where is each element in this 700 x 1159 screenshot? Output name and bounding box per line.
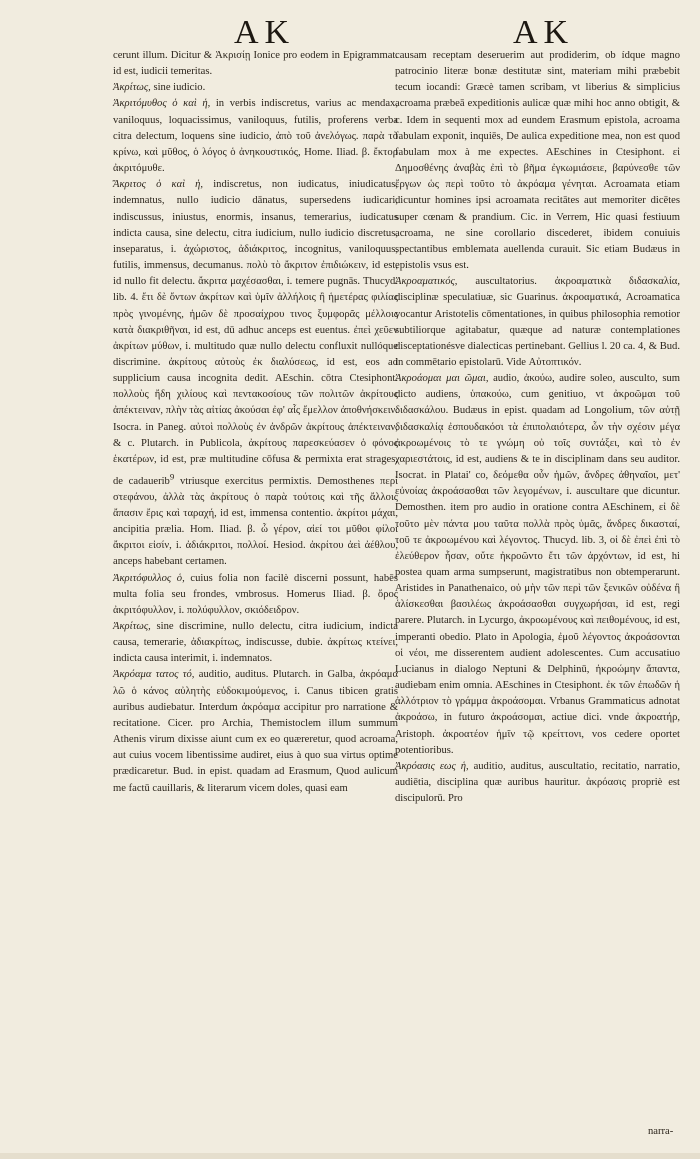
entry-text: audio, ἀκούω, audire soleo, ausculto, sum dicto audiens, ὑπακούω, cum genitiuo, vt ἀκροῶμαι τοῦ διδασκάλου. Budæus in epist. quadam ad Longolium, τῶν αὐτῇ διδασκαλίᾳ ἐσπουδακόσι τὰ ἐπιπολαιότερα, ὧν τὴν σχέσιν μέγα ἀκροωμένοις τὸ τε γνώμη οὐ τοῖς συντάξει, καὶ τὸ ἐν χαριεστάτοις, id est, audiens & te in disciplinam dans seu auditor. Isocrat. in Platai' co, δεόμεθα οὖν ἡμῶν, ἄνδρες ἀθηναῖοι, μετ' εὐνοίας ἀκροάσασθαι τῶν λεγομένων, i. auscultare que dicuntur. Demosthen. item pro audio in oratione contra AEschinem, εἰ δὲ τοῦτο μὲν πάντα μου ταῦτα πολλὰ πρὸς ὑμᾶς, ἄνδρες δικασταί, τοῦ τε ἀκροωμένου καὶ λέγοντος. Thucyd. lib. 3, οἱ δὲ ἐπεὶ ἐπὶ τὸ ἐλεύθερον ἦσαν, οὔτε ἠκροῶντο ἔτι τῶν ἀρχόντων, id est, hi postea quam arma sumpserunt, magistratibus non obtemperarunt. Aristides in Panathenaico, οὐ μὴν τῶν περὶ τῶν ξενικῶν οὐδένα ἢ ἁλίσκεσθαι βασιλέως ἀκροάσασθαι συγχωρήσαι, id est, regi parere. Plutarch. in Lycurgo, ἀκροωμένους καὶ πειθομένους, id est, imperanti obedio. Plato in Apologia, ἐμοῦ λέγοντος ἀκροάσονται οἱ νέοι, me disserentem audient adolescentes. Cum accusatiuo Lucianus in dialogo Neptuni & Delphinū, ἠκροώμην ἅπαντα, audiebam enim omnia. AEschines in Ctesiphont. ἐκ τῶν ἐπωδῶν ἡ ἀλλότριον τὸ γράμμα ἀκροάσομαι. Vrbanus Grammaticus adnotat ἀκροάσω, in futuro ἀκροάσομαι, actiue dici. vnde ἀκροατήρ, Aristoph. ἀκροατέον ἡμῖν τῷ κρείττονι, vos cedere oportet potentioribus. bbox=[395, 373, 680, 756]
dictionary-entry bbox=[113, 96, 398, 177]
dictionary-entry bbox=[113, 80, 398, 96]
entry-text: causam receptam deseruerim aut prodiderim, ob ídque magno patrocinio literæ bonæ destitutæ sint, materiam mihi præbebit tecum iocandi: Græcè tamen scribam, vt liberius & simplicius acroama præbeā expeditionis aulicæ quæ mihi hoc anno obtigit, & c. Idem in sequenti mox ad eundem Erasmum epistola, acroama fabulam exponit, inquiēs, De aulica expeditione mea, non est quod fabulam mox à me expectes. AEschines in Ctesiphont. εἰ Δημοσθένης ἀναβὰς ἐπὶ τὸ βῆμα ἐγκωμιάσειε, βαρύνεσθε τῶν ἔργων ὡς περὶ τοῦτο τὸ ἀκρόαμα γένηται. Acroamata etiam dicuntur homines ipsi acroamata recitātes aut memoriter dicētes super cœnam & prandium. Cic. in Verrem, Hic quasi festiuum acroama, ne sine corollario discederet, ibidem conuiuis spectantibus emblemata auellenda curauit. Sic etiam Budæus in epistolis vsus est. bbox=[395, 50, 680, 272]
entry-lemma: Ἀκρόαμα τατος τό, bbox=[113, 669, 195, 681]
dictionary-entry bbox=[113, 667, 398, 796]
dictionary-entry bbox=[395, 274, 680, 371]
head-left: AK bbox=[234, 14, 296, 51]
entry-lemma: Ἀκροαματικός, bbox=[395, 276, 458, 288]
entry-text: in verbis indiscretus, varius ac mendax, vaniloquus, loquacissimus, vaniloquus, futilis, proferens verba citra delectum, loquens sine iudicio, ἀπὸ τοῦ ἀνελόγως. παρὰ τὸ κρίνω, καὶ μῦθος, ὁ λόγος ὁ ἀνηκουστικός, Home. Iliad. β. ἔκτορ ἀκριτόμυθε. bbox=[113, 98, 399, 175]
head-right: AK bbox=[513, 14, 575, 51]
entry-text: auditio, auditus, auscultatio, recitatio, narratio, audiētia, disciplina quæ auribus hauritur. ἀκρόασις propriè est discipulorū. Pro bbox=[395, 760, 680, 805]
entry-text: auditio, auditus. Plutarch. in Galba, ἀκρόαμα λῶ ὁ κάνος αὐλητὴς εὐδοκιμούμενος, i. Canus tibicen gratis auribus audiebatur. Interdum ἀκρόαμα accipitur pro narratione & recitatione. Cicer. pro Archia, Themistoclem illum summum Athenis virum dixisse aiunt cum ex eo quæreretur, quod acroama, aut cuius vocem libentissime audiret, eius à quo sua virtus optime prædicaretur. Bud. in epist. quadam ad Erasmum, Quod aulicum me factū cauillaris, & literarum vicem doles, quasi eam bbox=[113, 669, 399, 794]
entry-text: cuius folia non facilè discerni possunt, habēs multa folia seu frondes, vmbrosus. Homerus Iliad. β. ὄρος ἀκριτόφυλλον, i. πολύφυλλον, σκιόδειδρον. bbox=[113, 572, 398, 616]
entry-text: auscultatorius. ἀκροαματικὰ διδασκαλία, disciplinæ speculatiuæ, sic Guarinus. ἀκροαματικά, Acroamatica vocantur Aristotelis cōmentationes, in quibus philosophia remotior subtiliorque agitabatur, quæque ad naturæ contemplationes disceptationésve dialecticas pertinebant. Gellius l. 20 ca. 4, & Bud. in commētario epistolarū. Vide Αὐτοπτικόν. bbox=[395, 276, 681, 368]
entry-lemma: Ἀκρίτως, bbox=[113, 621, 151, 632]
dictionary-entry bbox=[395, 371, 680, 759]
entry-lemma: Ἀκρόασις εως ἡ, bbox=[395, 760, 469, 772]
entry-text: indiscretus, non iudicatus, iniudicatus, indemnatus, nullo iudicio dānatus, supersedens iudicari, indiscussus, iniustus, enormis, insanus, temerarius, iudicatus indicta causa, sine delectu, citra iudicium, nullo iudicio discretus, inseparatus, i. ἀχώριστος, ἀδιάκριτος, incognitus, vaniloquus, futilis, immensus, decumanus. πολὺ τὸ ἄκριτον ἐπιδιώκειν, id est, id nullo fit delectu. ἄκριτα μαχέσασθαι, i. temere pugnās. Thucyd. lib. 4. ἔτι δὲ ὄντων ἀκρίτων καὶ ὑμῖν ἀλλήλοις ἢ ἡμετέρας φιλίας πρὸς γινομένης, ἡμῶν δὲ προσαίχρου τινος ξυμφορᾶς μέλλοις κατὰ διακριθῆναι, id est, dū adhuc anceps est euentus. ἐπεὶ χεῦεν ἀκρίτων μύθων, i. multitudo quæ nullo delectu confluxit nullóque discrimine. ἀκρίτους αὐτοὺς ἐκ διαλύσεως, id est, eos ad supplicium causa incognita dedit. AEschin. cōtra Ctesiphont. πολλοὺς ἤδη χιλίους καὶ πεντακοσίους τῶν πολιτῶν ἀκρίτους ἀπέκτειναν, πλὴν τὰς αἰτίας ἀκούσαι ἐφ' αἷς ἔμελλον ἀποθνήσκειν. Isocra. in Paneg. αὐτοὶ πολλοὺς ἐν ἀνδρῶν ἀκρίτους ἀπέκτειναν, & c. Plutarch. in Publicola, ἀκρίτους παρεσκεύασεν ὁ φόνος ἑκατέρων, id est, præ multitudine cōfusa & permixta erat strages, de cadauerib$^9$ vtriusque exercitus permixtis. Demosthenes περὶ στεφάνου, ἀλλὰ τὰς ἀκρίτους ὁ παρὰ τούτοις καὶ τῆς ἄλλοις ἄπασιν ἔρις καὶ ταραχή, id est, immensa contentio. ἀκρίτοι μάχαι, ancipitia prælia. Hom. Iliad. β. ὦ γέρον, αἰεί τοι μῦθοι φίλοι ἄκριτοι εἰσίν, i. ἀδιάκριτοι, πολλοί. Hesiod. ἀκρίτου ἀεὶ ἀέθλου, anceps habebant certamen. bbox=[113, 179, 398, 568]
right-column bbox=[395, 48, 680, 807]
page-edge bbox=[0, 1153, 700, 1159]
dictionary-entry bbox=[113, 48, 398, 80]
entry-lemma: Ἀκριτόφυλλος ὁ, bbox=[113, 572, 185, 584]
dictionary-entry bbox=[113, 177, 398, 570]
left-column bbox=[113, 48, 398, 797]
dictionary-entry bbox=[113, 619, 398, 667]
catchword: narra- bbox=[648, 1126, 674, 1137]
dictionary-entry bbox=[395, 48, 680, 274]
entry-text: sine discrimine, nullo delectu, citra iudicium, indicta causa, temerarie, ἀδιακρίτως, indiscusse, dubie. ἀκρίτως κτείνει, indicta causa interimit, i. indemnatos. bbox=[113, 621, 398, 665]
entry-lemma: Ἄκριτος ὁ καὶ ἡ, bbox=[113, 179, 204, 191]
entry-lemma: Ἀκριτόμυθος ὁ καὶ ἡ, bbox=[113, 98, 211, 110]
entry-text: sine iudicio. bbox=[153, 82, 206, 94]
dictionary-entry bbox=[113, 571, 398, 619]
entry-lemma: Ἀκρίτως, bbox=[113, 82, 151, 94]
entry-text: cerunt illum. Dicitur & Ἀκρισίῃ Ionice pro eodem in Epigrammat. id est, iudicii temeritas. bbox=[113, 50, 398, 78]
dictionary-entry bbox=[395, 759, 680, 807]
entry-lemma: Ἀκροάομαι μαι ῶμαι, bbox=[395, 373, 489, 385]
